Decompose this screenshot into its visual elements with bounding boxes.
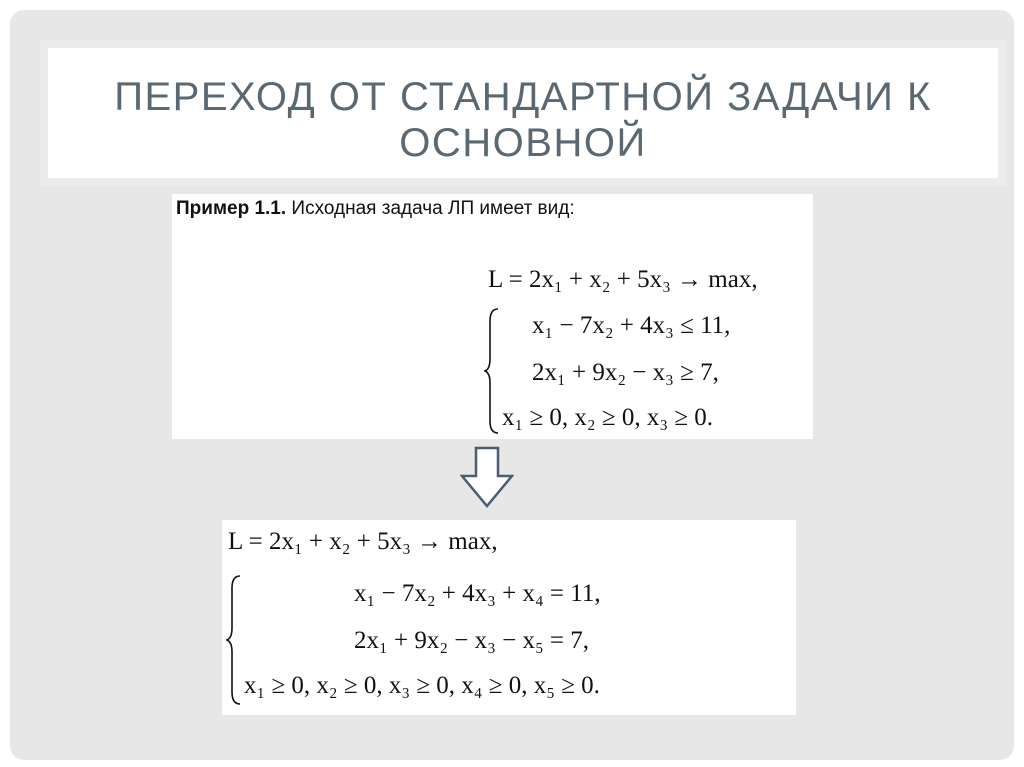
left-brace-icon <box>484 307 500 435</box>
canonical-constraint-1: x₁ − 7x₂ + 4x₃ + x₄ = 11, <box>354 580 601 607</box>
standard-constraint-2: 2x₁ + 9x₂ − x₃ ≥ 7, <box>532 359 719 386</box>
canonical-constraint-2: 2x₁ + 9x₂ − x₃ − x₅ = 7, <box>354 627 590 654</box>
slide-title-line-2: ОСНОВНОЙ <box>399 121 647 165</box>
left-brace-icon <box>226 574 242 706</box>
example-text: Исходная задача ЛП имеет вид: <box>291 198 575 219</box>
title-box <box>40 40 1006 186</box>
slide-title-line-1: ПЕРЕХОД ОТ СТАНДАРТНОЙ ЗАДАЧИ К <box>114 75 932 119</box>
down-arrow-icon <box>460 446 514 508</box>
example-heading <box>176 198 575 220</box>
canonical-problem-image <box>222 520 796 715</box>
standard-nonnegativity: x₁ ≥ 0, x₂ ≥ 0, x₃ ≥ 0. <box>502 404 714 431</box>
canonical-nonnegativity: x₁ ≥ 0, x₂ ≥ 0, x₃ ≥ 0, x₄ ≥ 0, x₅ ≥ 0. <box>244 672 600 699</box>
standard-problem-image <box>172 194 813 439</box>
slide-title <box>48 74 998 166</box>
standard-constraint-1: x₁ − 7x₂ + 4x₃ ≤ 11, <box>532 312 731 339</box>
canonical-objective: L = 2x₁ + x₂ + 5x₃ → max, <box>228 528 498 555</box>
example-label: Пример 1.1. <box>176 198 287 219</box>
standard-objective: L = 2x₁ + x₂ + 5x₃ → max, <box>488 266 758 293</box>
